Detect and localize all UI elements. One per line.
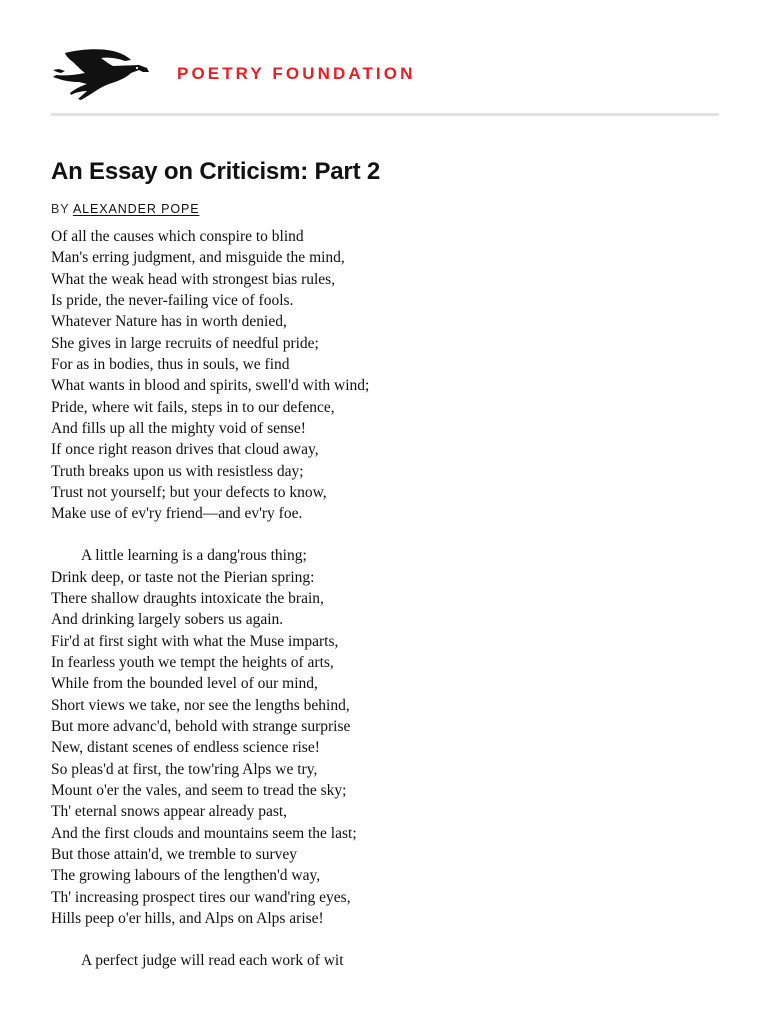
poem-line: But those attain'd, we tremble to survey — [51, 846, 298, 864]
poem-line: And fills up all the mighty void of sense! — [51, 420, 306, 438]
poem-line: While from the bounded level of our mind, — [51, 675, 318, 693]
poem-line: What the weak head with strongest bias rules, — [51, 270, 336, 288]
poem-line: But more advanc'd, behold with strange surprise — [51, 718, 351, 736]
poem-line: Hills peep o'er hills, and Alps on Alps arise! — [51, 910, 324, 928]
author-link[interactable]: ALEXANDER POPE — [72, 202, 200, 216]
poem-line: Drink deep, or taste not the Pierian spring: — [51, 568, 315, 586]
poem-line: New, distant scenes of endless science rise! — [51, 739, 320, 757]
poem-line: Th' increasing prospect tires our wand'ring eyes, — [51, 888, 351, 906]
poem-line: Short views we take, nor see the lengths behind, — [51, 696, 350, 714]
poem-line: Whatever Nature has in worth denied, — [51, 313, 287, 331]
poem-line: She gives in large recruits of needful pride; — [51, 334, 319, 352]
poem-line: In fearless youth we tempt the heights of arts, — [51, 654, 334, 672]
poem-line: A little learning is a dang'rous thing; — [81, 547, 307, 565]
poem-line: Pride, where wit fails, steps in to our defence, — [51, 398, 335, 416]
pegasus-logo-icon[interactable] — [51, 44, 151, 102]
by-label: BY — [51, 202, 70, 216]
poem-line: Of all the causes which conspire to blind — [51, 228, 304, 245]
header-divider — [51, 113, 719, 116]
poem-line: Trust not yourself; but your defects to know, — [51, 484, 327, 502]
poem-line: Make use of ev'ry friend—and ev'ry foe. — [51, 505, 303, 523]
poem-line: A perfect judge will read each work of wit — [81, 952, 344, 969]
poem-line: There shallow draughts intoxicate the brain, — [51, 590, 324, 607]
poem-line: So pleas'd at first, the tow'ring Alps we try, — [51, 760, 318, 778]
poem-line: Th' eternal snows appear already past, — [51, 803, 288, 821]
byline — [51, 202, 199, 216]
poem-line: And the first clouds and mountains seem the last; — [51, 824, 357, 842]
poem-line: Is pride, the never-failing vice of fools. — [51, 292, 294, 310]
stanza-break — [51, 930, 651, 951]
poem-title: An Essay on Criticism: Part 2 — [51, 158, 380, 185]
poem-line: Mount o'er the vales, and seem to tread the sky; — [51, 782, 347, 800]
poem-line: For as in bodies, thus in souls, we find — [51, 356, 290, 374]
poem-line: What wants in blood and spirits, swell'd with wind; — [51, 377, 370, 395]
poem-line: Fir'd at first sight with what the Muse imparts, — [51, 632, 339, 650]
poem-body — [51, 226, 651, 971]
stanza-break — [51, 525, 651, 546]
poem-line: The growing labours of the lengthen'd way, — [51, 867, 321, 885]
site-header — [51, 40, 719, 102]
brand-name[interactable]: POETRY FOUNDATION — [177, 64, 416, 83]
poem-line: Man's erring judgment, and misguide the mind, — [51, 249, 345, 267]
poem-line: If once right reason drives that cloud away, — [51, 441, 319, 459]
poem-line: And drinking largely sobers us again. — [51, 611, 284, 629]
poem-line: Truth breaks upon us with resistless day; — [51, 462, 304, 480]
